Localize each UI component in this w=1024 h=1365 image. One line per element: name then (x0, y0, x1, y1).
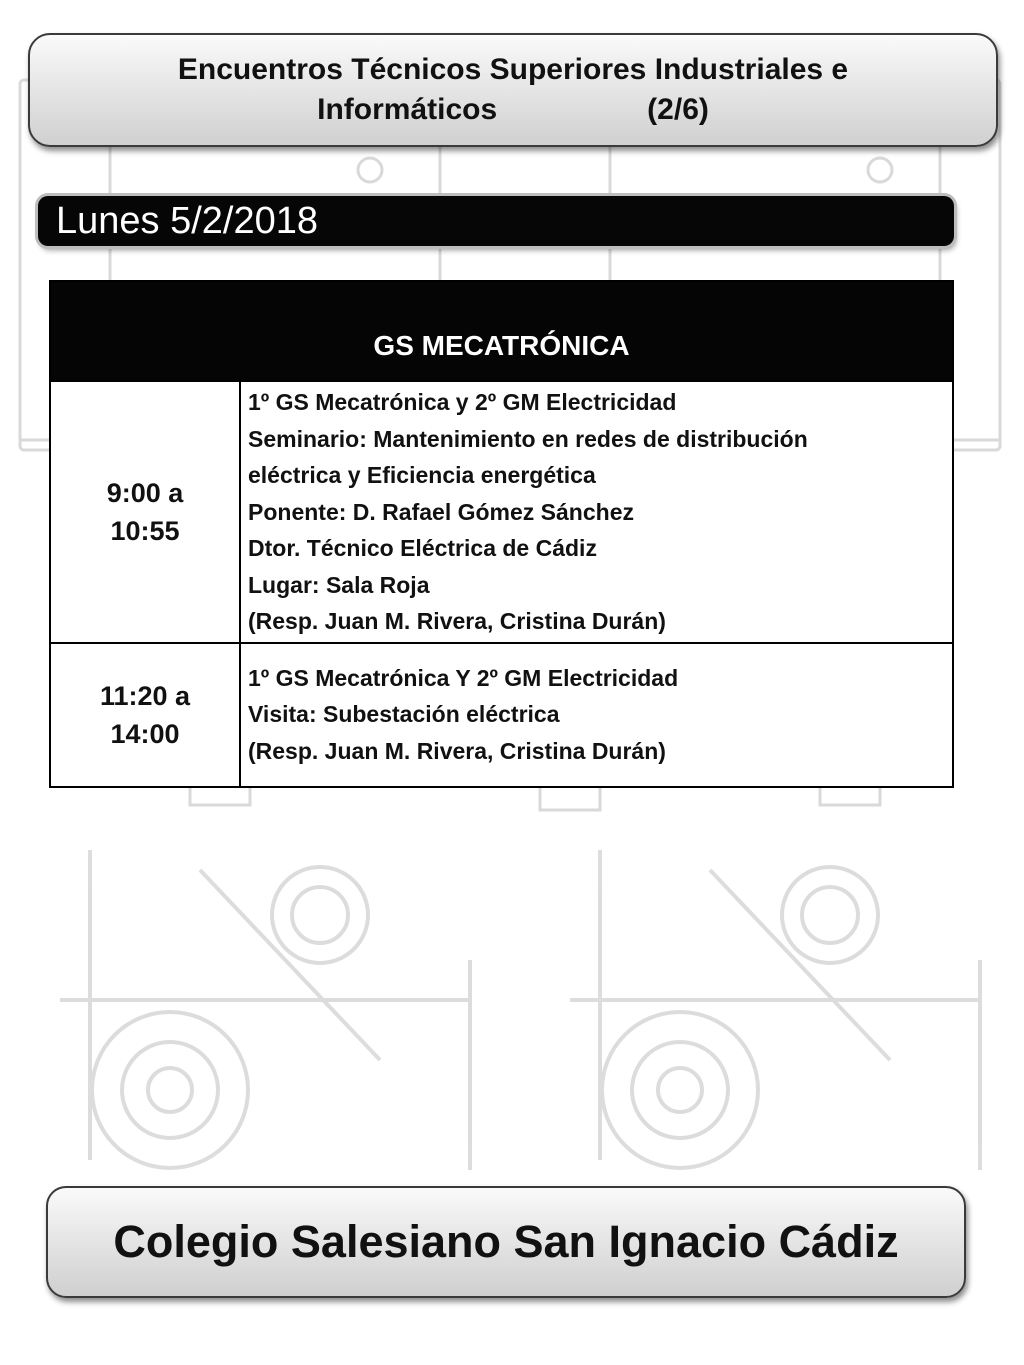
date-bar: Lunes 5/2/2018 (38, 196, 954, 246)
description-line: Visita: Subestación eléctrica (248, 701, 560, 728)
time-cell (50, 381, 240, 643)
table-heading: GS MECATRÓNICA (50, 281, 953, 381)
description-line: (Resp. Juan M. Rivera, Cristina Durán) (248, 608, 666, 634)
title-line-2: Informáticos (2/6) (317, 93, 709, 126)
time-end: 10:55 (110, 515, 180, 546)
time-end: 14:00 (110, 718, 180, 749)
table-row (50, 381, 953, 643)
table-row (50, 643, 953, 787)
description-line: eléctrica y Eficiencia energética (248, 462, 596, 488)
description-line: Seminario: Mantenimiento en redes de distribución (248, 425, 808, 452)
description-cell (240, 381, 953, 643)
description-line: 1º GS Mecatrónica y 2º GM Electricidad (248, 389, 677, 415)
description-line: Dtor. Técnico Eléctrica de Cádiz (248, 535, 597, 561)
title-banner (28, 33, 998, 147)
title-line-1: Encuentros Técnicos Superiores Industriales e (177, 53, 849, 86)
description-line: 1º GS Mecatrónica Y 2º GM Electricidad (248, 664, 679, 691)
time-start: 11:20 a (99, 680, 191, 711)
description-line: Lugar: Sala Roja (248, 571, 430, 598)
footer-banner (46, 1186, 966, 1298)
description-line: Ponente: D. Rafael Gómez Sánchez (248, 498, 634, 525)
description-cell (240, 643, 953, 787)
time-cell (50, 643, 240, 787)
schedule-table (49, 280, 954, 788)
description-line: (Resp. Juan M. Rivera, Cristina Durán) (248, 737, 666, 764)
time-start: 9:00 a (106, 477, 184, 508)
school-name: Colegio Salesiano San Ignacio Cádiz (113, 1216, 899, 1267)
